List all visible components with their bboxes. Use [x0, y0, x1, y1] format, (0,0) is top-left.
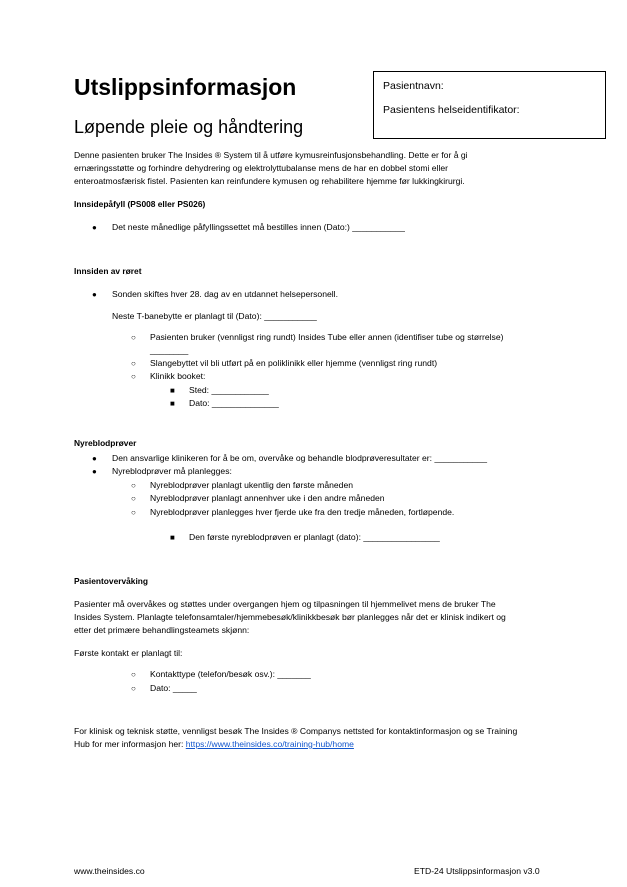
- patient-info-box: [373, 71, 606, 139]
- page-subtitle: Løpende pleie og håndtering: [74, 117, 304, 137]
- bullet-circle-icon: ○: [131, 359, 136, 368]
- support-line-1: For klinisk og teknisk støtte, vennligst besøk The Insides ® Companys nettsted for kontaktinformasjon og se Training: [74, 726, 518, 736]
- tube-item-1: Sonden skiftes hver 28. dag av en utdannet helsepersonell.: [112, 289, 338, 299]
- bullet-square-icon: ■: [170, 386, 175, 395]
- footer-website: www.theinsides.co: [74, 866, 145, 876]
- monitoring-line-3: etter det primære behandlingsteamets skjønn:: [74, 625, 250, 635]
- patient-name-label: Pasientnavn:: [383, 80, 444, 92]
- support-line-2: [74, 738, 354, 751]
- bullet-dot-icon: ●: [92, 290, 97, 299]
- intro-line-1: Denne pasienten bruker The Insides ® System til å utføre kymusreinfusjonsbehandling. Dette er for å gi: [74, 150, 468, 160]
- support-line-2-prefix: Hub for mer informasjon her:: [74, 739, 186, 749]
- kidney-item-1: Den ansvarlige klinikeren for å be om, overvåke og behandle blodprøveresultater er: ___________: [112, 453, 488, 463]
- first-contact-label: Første kontakt er planlagt til:: [74, 648, 183, 658]
- page-title: Utslippsinformasjon: [74, 74, 297, 100]
- refill-heading: Innsidepåfyll (PS008 eller PS026): [74, 199, 206, 209]
- bullet-circle-icon: ○: [131, 494, 136, 503]
- intro-line-2: ernæringsstøtte og forhindre dehydrering og elektrolyttubalanse mens de har en dobbel stomi eller: [74, 163, 449, 173]
- monitoring-heading: Pasientovervåking: [74, 576, 149, 586]
- refill-item: Det neste månedlige påfyllingssettet må bestilles innen (Dato:) ___________: [112, 222, 405, 232]
- contact-type: Kontakttype (telefon/besøk osv.): _______: [150, 669, 311, 679]
- bullet-circle-icon: ○: [131, 684, 136, 693]
- bullet-square-icon: ■: [170, 399, 175, 408]
- kidney-sub-3: Nyreblodprøver planlegges hver fjerde uke fra den tredje måneden, fortløpende.: [150, 507, 455, 517]
- kidney-sub-2: Nyreblodprøver planlagt annenhver uke i den andre måneden: [150, 493, 385, 503]
- training-hub-link[interactable]: https://www.theinsides.co/training-hub/home: [185, 739, 354, 749]
- bullet-square-icon: ■: [170, 533, 175, 542]
- tube-sub-2: Slangebyttet vil bli utført på en poliklinikk eller hjemme (vennligst ring rundt): [150, 358, 438, 368]
- contact-date: Dato: _____: [150, 683, 197, 693]
- tube-sub-1: Pasienten bruker (vennligst ring rundt) Insides Tube eller annen (identifiser tube og størrelse): [150, 332, 504, 342]
- patient-id-label: Pasientens helseidentifikator:: [383, 104, 520, 116]
- tube-place: Sted: ____________: [189, 385, 269, 395]
- footer-doc-id: ETD-24 Utslippsinformasjon v3.0: [414, 866, 540, 876]
- tube-heading: Innsiden av røret: [74, 266, 142, 276]
- bullet-dot-icon: ●: [92, 223, 97, 232]
- tube-next-change: Neste T-banebytte er planlagt til (Dato): ___________: [112, 311, 317, 321]
- bullet-circle-icon: ○: [131, 508, 136, 517]
- bullet-circle-icon: ○: [131, 670, 136, 679]
- tube-sub-3: Klinikk booket:: [150, 371, 206, 381]
- kidney-heading: Nyreblodprøver: [74, 438, 137, 448]
- bullet-circle-icon: ○: [131, 481, 136, 490]
- kidney-sub-1: Nyreblodprøver planlagt ukentlig den første måneden: [150, 480, 354, 490]
- tube-date: Dato: ______________: [189, 398, 279, 408]
- kidney-first-test: Den første nyreblodprøven er planlagt (dato): ________________: [189, 532, 440, 542]
- kidney-item-2: Nyreblodprøver må planlegges:: [112, 466, 232, 476]
- monitoring-line-2: Insides System. Planlagte telefonsamtaler/hjemmebesøk/klinikkbesøk bør planlegges når det er klinisk indikert og: [74, 612, 506, 622]
- bullet-circle-icon: ○: [131, 333, 136, 342]
- bullet-dot-icon: ●: [92, 454, 97, 463]
- intro-line-3: enteroatmosfærisk fistel. Pasienten kan reinfundere kymusen og rehabilitere hjemme før lukkingkirurgi.: [74, 176, 465, 186]
- tube-sub-1-blank: ________: [150, 345, 189, 355]
- monitoring-line-1: Pasienter må overvåkes og støttes under overgangen hjem og tilpasningen til hjemmelivet mens de bruker The: [74, 599, 496, 609]
- bullet-circle-icon: ○: [131, 372, 136, 381]
- bullet-dot-icon: ●: [92, 467, 97, 476]
